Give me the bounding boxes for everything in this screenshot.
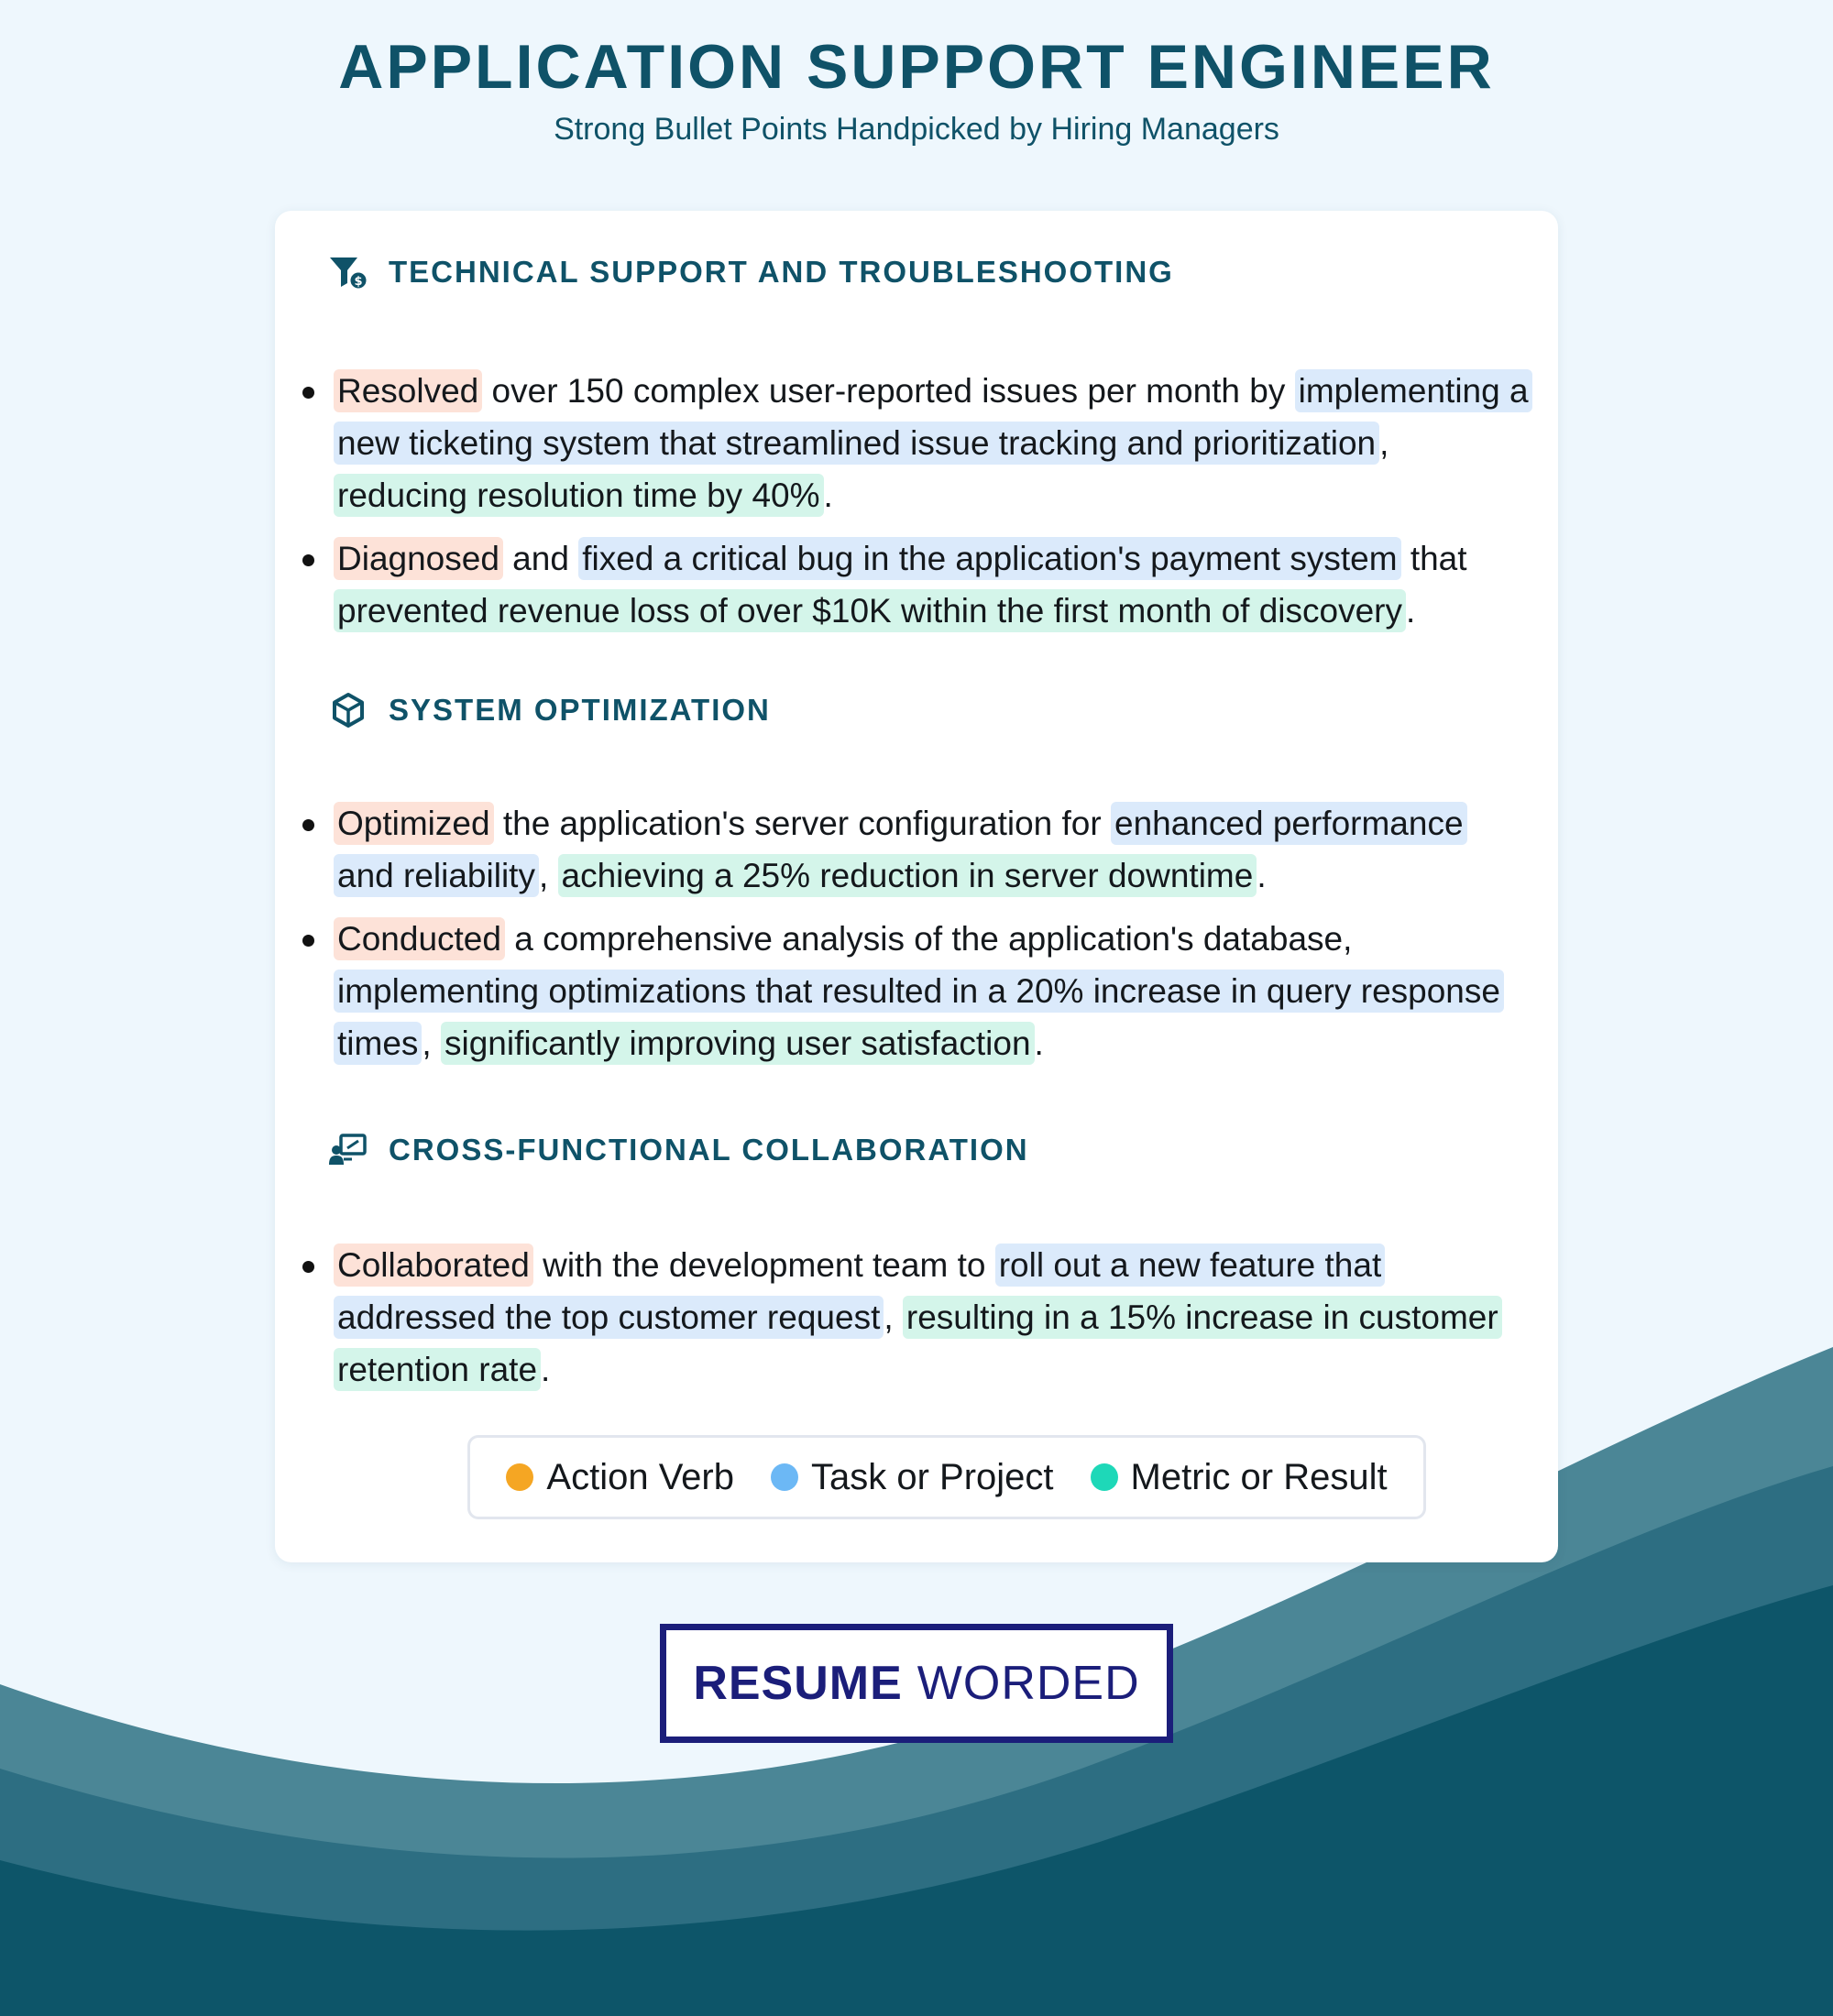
teal-dot-icon — [1091, 1463, 1118, 1491]
metric-or-result: reducing resolution time by 40% — [334, 474, 824, 517]
action-verb: Diagnosed — [334, 537, 503, 580]
section-title: CROSS-FUNCTIONAL COLLABORATION — [389, 1133, 1029, 1167]
page-subtitle: Strong Bullet Points Handpicked by Hiring Managers — [554, 112, 1279, 147]
task-or-project: roll out a new feature that addressed the top customer request — [334, 1244, 1385, 1339]
legend-item-task — [771, 1457, 1054, 1498]
legend-label: Metric or Result — [1130, 1456, 1388, 1497]
section-cross-functional — [328, 1127, 1538, 1388]
presenter-board-icon — [328, 1130, 368, 1170]
bullet-list — [301, 1239, 1529, 1407]
plain-text: over 150 complex user-reported issues per month by — [482, 372, 1295, 410]
orange-dot-icon — [506, 1463, 533, 1491]
plain-text: , — [884, 1298, 903, 1336]
bullet-points-card — [275, 211, 1558, 1562]
metric-or-result: prevented revenue loss of over $10K within the first month of discovery — [334, 589, 1406, 632]
bullet-item — [301, 532, 1529, 637]
task-or-project: implementing optimizations that resulted in a 20% increase in query response times — [334, 970, 1504, 1065]
action-verb: Optimized — [334, 802, 494, 845]
section-header — [328, 249, 1538, 295]
plain-text: . — [1034, 1024, 1044, 1062]
bullet-item — [301, 797, 1529, 902]
plain-text: . — [541, 1351, 551, 1388]
brand-name-bold: RESUME — [693, 1657, 903, 1710]
section-title: TECHNICAL SUPPORT AND TROUBLESHOOTING — [389, 255, 1174, 289]
legend-label: Task or Project — [810, 1456, 1054, 1497]
bullet-list — [301, 797, 1529, 1080]
metric-or-result: resulting in a 15% increase in customer retention rate — [334, 1296, 1502, 1391]
bullet-item — [301, 913, 1529, 1069]
action-verb: Conducted — [334, 917, 505, 960]
cube-icon — [328, 690, 368, 730]
legend-item-metric — [1091, 1457, 1388, 1498]
legend-label: Action Verb — [546, 1456, 734, 1497]
bullet-item — [301, 365, 1529, 521]
task-or-project: implementing a new ticketing system that streamlined issue tracking and prioritization — [334, 369, 1532, 465]
plain-text: . — [1257, 857, 1267, 894]
svg-text:$: $ — [354, 275, 363, 289]
action-verb: Collaborated — [334, 1244, 533, 1287]
bullet-item — [301, 1239, 1529, 1396]
plain-text: and — [502, 540, 579, 577]
legend-item-action-verb — [506, 1457, 734, 1498]
plain-text: , — [422, 1024, 441, 1062]
task-or-project: fixed a critical bug in the application's payment system — [578, 537, 1400, 580]
plain-text: the application's server configuration for — [493, 805, 1111, 842]
section-technical-support — [328, 249, 1538, 630]
highlight-legend — [467, 1435, 1426, 1519]
section-header — [328, 1127, 1538, 1173]
metric-or-result: significantly improving user satisfaction — [441, 1022, 1035, 1065]
plain-text: , — [1379, 424, 1389, 462]
bullet-list — [301, 365, 1529, 648]
section-header — [328, 687, 1538, 733]
section-title: SYSTEM OPTIMIZATION — [389, 693, 771, 727]
blue-dot-icon — [771, 1463, 798, 1491]
plain-text: , — [538, 857, 558, 894]
metric-or-result: achieving a 25% reduction in server downtime — [558, 854, 1257, 897]
plain-text: . — [823, 477, 833, 514]
plain-text: with the development team to — [532, 1246, 995, 1284]
task-or-project: enhanced performance and reliability — [334, 802, 1467, 897]
brand-name-light: WORDED — [916, 1657, 1140, 1710]
plain-text: a comprehensive analysis of the application's database, — [504, 920, 1353, 958]
resume-worded-logo[interactable] — [660, 1624, 1173, 1743]
page-title: APPLICATION SUPPORT ENGINEER — [338, 32, 1495, 102]
section-system-optimization — [328, 687, 1538, 1062]
plain-text: . — [1406, 592, 1416, 630]
funnel-dollar-icon — [328, 252, 368, 292]
plain-text: that — [1400, 540, 1467, 577]
action-verb: Resolved — [334, 369, 482, 412]
